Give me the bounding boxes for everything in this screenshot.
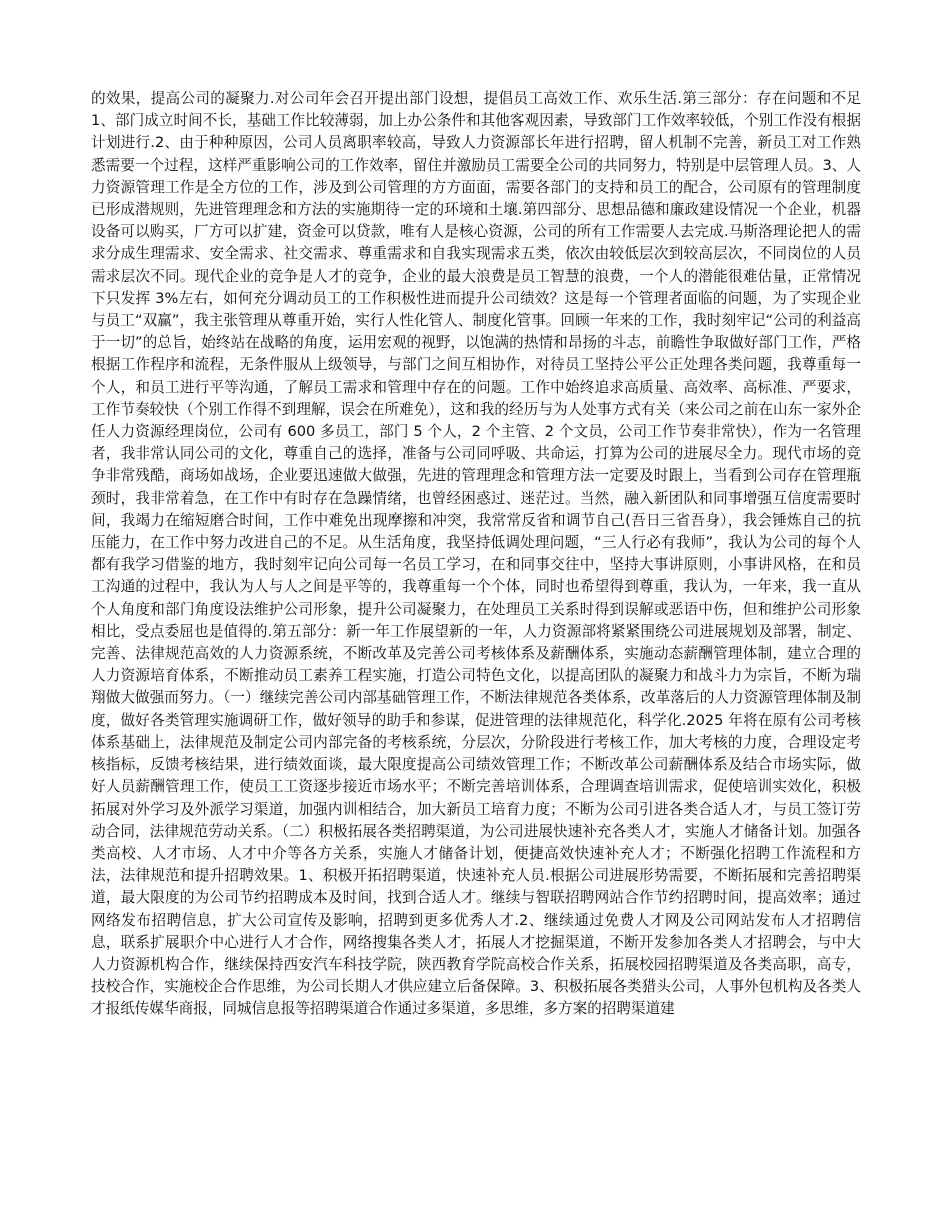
body-paragraph: 的效果，提高公司的凝聚力.对公司年会召开提出部门设想，提倡员工高效工作、欢乐生活.第三部分：存在问题和不足 1、部门成立时间不长，基础工作比较薄弱，加上办公条件和其他客观因素，导致部门工作效率较低，个别工作没有根据计划进行.2、由于种种原因，公司人员离职率较高，导致人力资源部长年进行招聘，留人机制不完善，新员工对工作熟悉需要一个过程，这样严重影响公司的工作效率，留住并激励员工需要全公司的共同努力，特别是中层管理人员。3、人力资源管理工作是全方位的工作，涉及到公司管理的方方面面，需要各部门的支持和员工的配合，公司原有的管理制度已形成潜规则，先进管理理念和方法的实施期待一定的环境和土壤.第四部分、思想品德和廉政建设情况一个企业，机器设备可以购买，厂方可以扩建，资金可以贷款，唯有人是核心资源，公司的所有工作需要人去完成.马斯洛理论把人的需求分成生理需求、安全需求、社交需求、尊重需求和自我实现需求五类，依次由较低层次到较高层次，不同岗位的人员需求层次不同。现代企业的竞争是人才的竞争，企业的最大浪费是员工智慧的浪费，一个人的潜能很难估量，正常情况下只发挥 3%左右，如何充分调动员工的工作积极性进而提升公司绩效？这是每一个管理者面临的问题，为了实现企业与员工“双赢”，我主张管理从尊重开始，实行人性化管人、制度化管事。回顾一年来的工作，我时刻牢记“公司的利益高于一切”的总旨，始终站在战略的角度，运用宏观的视野，以饱满的热情和昂扬的斗志，前瞻性争取做好部门工作，严格根据工作程序和流程，无条件服从上级领导，与部门之间互相协作，对待员工坚持公平公正处理各类问题，我尊重每一个人，和员工进行平等沟通，了解员工需求和管理中存在的问题。工作中始终追求高质量、高效率、高标准、严要求，工作节奏较快（个别工作得不到理解，误会在所难免），这和我的经历与为人处事方式有关（来公司之前在山东一家外企任人力资源经理岗位，公司有 600 多员工，部门 5 个人，2 个主管、2 个文员，公司工作节奏非常快），作为一名管理者，我非常认同公司的文化，尊重自己的选择，准备与公司同呼吸、共命运，打算为公司的进展尽全力。现代市场的竞争非常残酷，商场如战场，企业要迅速做大做强，先进的管理理念和管理方法一定要及时跟上，当看到公司存在管理瓶颈时，我非常着急，在工作中有时存在急躁情绪，也曾经困惑过、迷茫过。当然，融入新团队和同事增强互信度需要时间，我竭力在缩短磨合时间，工作中难免出现摩擦和冲突，我常常反省和调节自己(吾日三省吾身），我会锤炼自己的抗压能力，在工作中努力改进自己的不足。从生活角度，我坚持低调处理问题，“三人行必有我师”，我认为公司的每个人都有我学习借鉴的地方，我时刻牢记向公司每一名员工学习，在和同事交往中，坚持大事讲原则，小事讲风格，在和员工沟通的过程中，我认为人与人之间是平等的，我尊重每一个个体，同时也希望得到尊重，我认为，一年来，我一直从个人角度和部门角度设法维护公司形象，提升公司凝聚力，在处理员工关系时得到误解或恶语中伤，但和维护公司形象相比，受点委屈也是值得的.第五部分：新一年工作展望新的一年，人力资源部将紧紧围绕公司进展规划及部署，制定、完善、法律规范高效的人力资源系统，不断改革及完善公司考核体系及薪酬体系，实施动态薪酬管理体制，建立合理的人力资源培育体系，不断推动员工素养工程实施，打造公司特色文化，以提高团队的凝聚力和战斗力为宗旨，不断为瑞翔做大做强而努力。（一）继续完善公司内部基础管理工作，不断法律规范各类体系，改革落后的人力资源管理体制及制度，做好各类管理实施调研工作，做好领导的助手和参谋，促进管理的法律规范化，科学化.2025 年将在原有公司考核体系基础上，法律规范及制定公司内部完备的考核系统，分层次，分阶段进行考核工作，加大考核的力度，合理设定考核指标，反馈考核结果，进行绩效面谈，最大限度提高公司绩效管理工作；不断改革公司薪酬体系及结合市场实际，做好人员薪酬管理工作，使员工工资逐步接近市场水平；不断完善培训体系，合理调查培训需求，促使培训实效化，积极拓展对外学习及外派学习渠道，加强内训相结合，加大新员工培育力度；不断为公司引进各类合适人才，与员工签订劳动合同，法律规范劳动关系。（二）积极拓展各类招聘渠道，为公司进展快速补充各类人才，实施人才储备计划。加强各类高校、人才市场、人才中介等各方关系，实施人才储备计划，便捷高效快速补充人才；不断强化招聘工作流程和方法，法律规范和提升招聘效果。1、积极开拓招聘渠道，快速补充人员.根据公司进展形势需要，不断拓展和完善招聘渠道，最大限度的为公司节约招聘成本及时间，找到合适人才。继续与智联招聘网站合作节约招聘时间，提高效率；通过网络发布招聘信息，扩大公司宣传及影响，招聘到更多优秀人才.2、继续通过免费人才网及公司网站发布人才招聘信息，联系扩展职介中心进行人才合作，网络搜集各类人才，拓展人才挖掘渠道，不断开发参加各类人才招聘会，与中大人力资源机构合作，继续保持西安汽车科技学院，陕西教育学院高校合作关系，拓展校园招聘渠道及各类高职，高专，技校合作，实施校企合作思维，为公司长期人才供应建立后备保障。3、积极拓展各类猎头公司，人事外包机构及各类人才报纸传媒华商报，同城信息报等招聘渠道合作通过多渠道，多思维，多方案的招聘渠道建 (91, 90, 861, 1018)
